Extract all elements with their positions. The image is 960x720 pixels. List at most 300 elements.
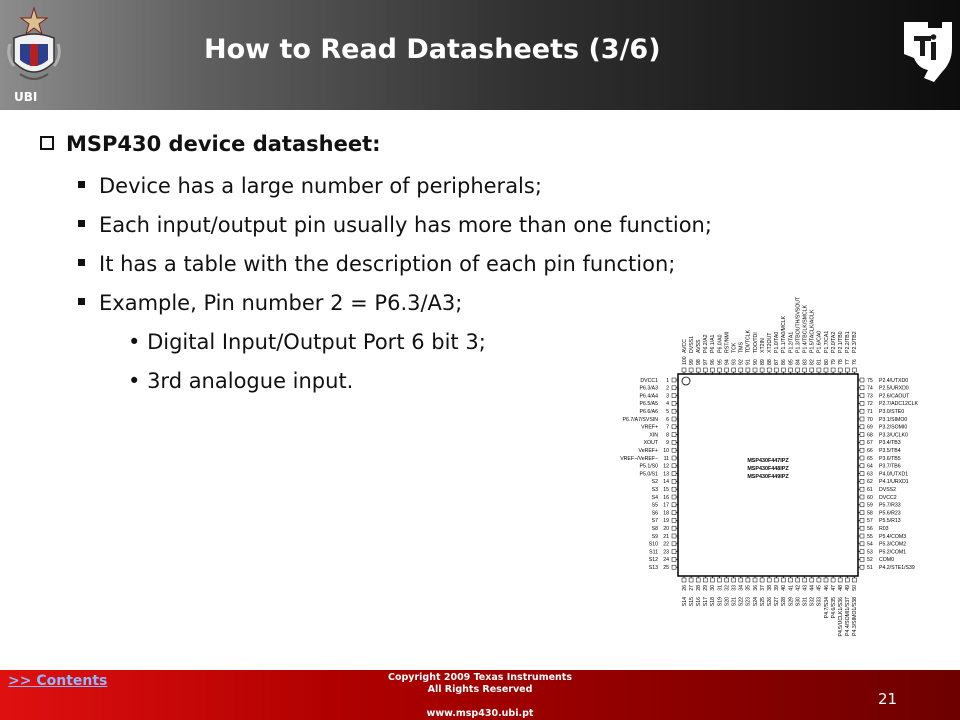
- pin-label: S31: [802, 597, 809, 607]
- pin-label: S6: [651, 510, 658, 517]
- pin-number: 97: [703, 359, 710, 365]
- pin-number: 77: [845, 359, 852, 365]
- checkbox-bullet-icon: [40, 136, 54, 150]
- pin-label: P6.1/A1: [710, 334, 717, 353]
- slide-footer: [0, 670, 960, 720]
- pin-pad: [774, 368, 778, 372]
- pin-label: P3.1/SIMO0: [879, 416, 908, 423]
- dot-bullet-icon: •: [128, 369, 148, 393]
- pin-number: 21: [663, 533, 669, 540]
- pin-pad: [860, 503, 864, 507]
- pin-pad: [860, 495, 864, 499]
- website-url: www.msp430.ubi.pt: [426, 708, 534, 719]
- pin-pad: [672, 401, 676, 405]
- pin-number: 82: [809, 359, 816, 365]
- pin-pad: [845, 368, 849, 372]
- sub-bullet-item: [128, 330, 486, 354]
- pin-pad: [746, 578, 750, 582]
- pin-label: DVCC1: [640, 377, 658, 384]
- pin-label: P4.2/STE1/S39: [879, 565, 915, 571]
- pin-pad: [817, 368, 821, 372]
- pin-pad: [672, 479, 676, 483]
- pin-pad: [672, 487, 676, 491]
- pin-label: P3.6/TB5: [879, 455, 901, 462]
- bullet-text: Device has a large number of peripherals;: [99, 174, 542, 198]
- pin-pad: [696, 578, 700, 582]
- square-bullet-icon: [78, 259, 85, 266]
- pin-number: 34: [738, 585, 745, 591]
- pin-number: 68: [867, 432, 873, 439]
- pin-number: 41: [788, 585, 795, 591]
- bullet-item: [78, 252, 675, 276]
- pin-pad: [718, 368, 722, 372]
- pin-number: 55: [867, 533, 873, 540]
- pin-label: S9: [651, 533, 658, 540]
- pin-pad: [753, 578, 757, 582]
- pin-number: 31: [717, 585, 724, 591]
- part-number-label: MSP430F448IPZ: [747, 466, 789, 472]
- pin-number: 45: [816, 585, 823, 591]
- pin-number: 83: [802, 359, 809, 365]
- pin-label: P5.1/S0: [639, 463, 658, 470]
- pin-number: 61: [867, 487, 873, 493]
- pin-number: 62: [867, 479, 873, 486]
- pin-label: S15: [688, 597, 695, 607]
- university-crest-icon: [6, 4, 62, 90]
- pin-number: 26: [681, 585, 688, 591]
- pin-label: P2.2/TB1: [845, 331, 852, 353]
- pin-label: TCK: [731, 342, 738, 353]
- pin-number: 3: [666, 393, 669, 400]
- pin-label: P5.6/R23: [879, 510, 901, 517]
- square-bullet-icon: [78, 181, 85, 188]
- pin-number: 36: [752, 585, 759, 591]
- pin-number: 2: [666, 385, 669, 392]
- sub-bullet-text: 3rd analogue input.: [147, 369, 354, 393]
- pin-number: 84: [795, 359, 802, 365]
- pin-label: S18: [710, 597, 717, 607]
- pin-number: 46: [823, 585, 830, 591]
- pin-pad: [781, 368, 785, 372]
- pin-number: 28: [696, 585, 702, 591]
- pin-pad: [696, 368, 700, 372]
- pin-label: P5.5/R13: [879, 518, 901, 525]
- pin-label: S25: [759, 597, 766, 607]
- pin-number: 85: [788, 359, 795, 365]
- pin-pad: [767, 368, 771, 372]
- pin-number: 58: [867, 510, 873, 517]
- pin-label: P1.7/CA1: [823, 330, 830, 353]
- pin-pad: [672, 378, 676, 382]
- pin-pad: [672, 518, 676, 522]
- pin-number: 5: [666, 409, 669, 415]
- pin-number: 89: [759, 359, 766, 365]
- pin-label: P6.0/A0: [717, 334, 724, 353]
- pin-label: S33: [816, 597, 823, 607]
- pin-number: 48: [838, 585, 844, 591]
- pin-pad: [710, 368, 714, 372]
- pin-label: P6.6/A6: [639, 409, 658, 415]
- pin-number: 94: [724, 359, 731, 365]
- pin-pad: [789, 368, 793, 372]
- pin-pad: [860, 401, 864, 405]
- pin-label: TDI/TCLK: [745, 329, 752, 353]
- pin-label: S7: [651, 518, 658, 525]
- pin-pad: [860, 448, 864, 452]
- pin-label: P2.1/TB0: [838, 331, 844, 353]
- pin-label: COM0: [879, 557, 894, 564]
- pin-number: 7: [666, 424, 669, 431]
- pin-pad: [824, 368, 828, 372]
- pin-number: 69: [867, 424, 873, 431]
- pin-number: 30: [710, 585, 717, 591]
- bullet-text: Example, Pin number 2 = P6.3/A3;: [99, 291, 463, 315]
- pin-pad: [725, 368, 729, 372]
- pin-label: DVSS1: [688, 335, 695, 353]
- pin-label: P4.5/UCLK1/S36: [838, 597, 844, 637]
- pin-pad: [838, 578, 842, 582]
- pin-label: S27: [774, 597, 781, 607]
- page-number: 21: [878, 690, 898, 708]
- pin-label: S17: [703, 597, 710, 607]
- pin-pad: [781, 578, 785, 582]
- pin-number: 35: [745, 585, 752, 591]
- pin-label: S20: [724, 597, 731, 607]
- bullet-item: [78, 291, 462, 315]
- pin-number: 49: [845, 585, 852, 591]
- pin-label: P1.4/TBCLK/SMCLK: [802, 304, 809, 353]
- pin-label: P3.4/TB3: [879, 440, 901, 447]
- pin-label: P2.0/TA2: [830, 331, 837, 353]
- bullet-item: [78, 174, 542, 198]
- heading-text: MSP430 device datasheet:: [66, 132, 381, 156]
- pin-pad: [860, 378, 864, 382]
- part-number-label: MSP430F447IPZ: [747, 458, 789, 464]
- pin-number: 19: [663, 518, 669, 525]
- pin-label: DVSS2: [879, 487, 897, 493]
- pin-number: 54: [867, 541, 873, 548]
- texas-instruments-logo-icon: [898, 18, 958, 86]
- pin-label: XT2IN: [759, 338, 766, 353]
- pin-label: P3.3/UCLK0: [879, 432, 908, 439]
- part-number-label: MSP430F449IPZ: [747, 474, 789, 480]
- pin-pad: [672, 557, 676, 561]
- square-bullet-icon: [78, 298, 85, 305]
- pin-number: 81: [816, 359, 823, 365]
- pin-label: P1.0/TA0: [774, 331, 781, 353]
- pin-label: P6.3/A3: [639, 385, 658, 392]
- pin-label: S19: [717, 597, 724, 607]
- dot-bullet-icon: •: [128, 330, 148, 354]
- pin-number: 11: [663, 455, 669, 462]
- pin-label: S5: [651, 502, 658, 509]
- pin-pad: [739, 368, 743, 372]
- pin-number: 9: [666, 440, 669, 447]
- pin-pad: [710, 578, 714, 582]
- pin-number: 4: [666, 401, 669, 408]
- pin-number: 52: [867, 557, 873, 564]
- pin-number: 56: [867, 526, 873, 532]
- pin-pad: [672, 542, 676, 546]
- pin-number: 60: [867, 494, 873, 501]
- pin-pad: [753, 368, 757, 372]
- pin-number: 74: [867, 385, 873, 392]
- pin-pad: [672, 394, 676, 398]
- pin-label: P6.4/A4: [639, 393, 658, 400]
- pin-number: 6: [666, 416, 669, 423]
- pin-pad: [860, 456, 864, 460]
- pin-pad: [672, 409, 676, 413]
- pin-number: 95: [717, 359, 724, 365]
- pin-pad: [760, 578, 764, 582]
- pin-number: 15: [663, 487, 669, 493]
- pin-number: 44: [809, 585, 816, 591]
- pin-pad: [860, 542, 864, 546]
- pin-label: P4.0/UTXD1: [879, 471, 909, 478]
- pin-pad: [860, 557, 864, 561]
- pin-pad: [860, 479, 864, 483]
- pin-label: S28: [781, 597, 788, 607]
- pin-pad: [860, 472, 864, 476]
- pin-number: 64: [867, 463, 873, 470]
- pin-pad: [796, 368, 800, 372]
- pin-label: S24: [752, 597, 759, 607]
- pin-number: 80: [823, 359, 830, 365]
- pin-number: 13: [663, 471, 669, 478]
- pin-number: 67: [867, 440, 873, 447]
- pin-pad: [860, 386, 864, 390]
- pin-pad: [689, 368, 693, 372]
- pin-pad: [703, 368, 707, 372]
- pin-label: P1.2/TA1: [788, 331, 795, 353]
- pin-number: 37: [759, 585, 766, 591]
- pin-label: P2.4/UTXD0: [879, 377, 909, 384]
- pin-number: 72: [867, 401, 873, 408]
- pin-pad: [732, 578, 736, 582]
- pin-number: 14: [663, 479, 669, 486]
- pin-pad: [852, 578, 856, 582]
- pin-label: P5.7/R33: [879, 502, 901, 509]
- pin-label: XOUT: [643, 440, 658, 447]
- pin-number: 23: [663, 549, 669, 556]
- pin-label: RST/NMI: [724, 331, 731, 353]
- pin-pad: [672, 425, 676, 429]
- pin-number: 22: [663, 541, 669, 548]
- bullet-text: Each input/output pin usually has more than one function;: [99, 213, 712, 237]
- pin-number: 47: [830, 585, 837, 591]
- pin-pad: [860, 511, 864, 515]
- pin-number: 57: [867, 518, 873, 525]
- pin-number: 78: [838, 359, 844, 365]
- pin-pad: [672, 433, 676, 437]
- pin-number: 99: [688, 359, 695, 365]
- pin-label: P2.7/ADC12CLK: [879, 401, 918, 408]
- pin-number: 59: [867, 502, 873, 509]
- pin-number: 29: [703, 585, 710, 591]
- pin-label: P4.6/S35: [830, 597, 837, 619]
- pin-pad: [860, 534, 864, 538]
- pin-number: 87: [774, 359, 781, 365]
- pin-number: 38: [767, 585, 773, 591]
- copyright-notice: [330, 672, 630, 696]
- pin-number: 12: [663, 463, 669, 470]
- pin-label: TMS: [738, 342, 745, 353]
- pin-pad: [672, 472, 676, 476]
- pin-label: S16: [696, 597, 702, 607]
- pin-label: P4.1/URXD1: [879, 479, 909, 486]
- pin-pad: [732, 368, 736, 372]
- pin-number: 50: [852, 585, 859, 591]
- pin-number: 39: [774, 585, 781, 591]
- pin-label: S14: [681, 597, 688, 607]
- pin-pad: [860, 425, 864, 429]
- pin-pad: [718, 578, 722, 582]
- pin-pad: [860, 417, 864, 421]
- pin-pad: [860, 518, 864, 522]
- pin-pad: [810, 578, 814, 582]
- pin-label: P4.7/S34: [823, 597, 830, 619]
- pin-label: P6.5/A5: [639, 401, 658, 408]
- pin-pad: [672, 503, 676, 507]
- pin-pad: [824, 578, 828, 582]
- slide-header: [0, 0, 960, 110]
- pin-pad: [831, 578, 835, 582]
- pin-number: 16: [663, 494, 669, 501]
- pin-label: S23: [745, 597, 752, 607]
- pin-pad: [689, 578, 693, 582]
- pin-number: 90: [752, 359, 759, 365]
- pin-label: P1.3/TBOUTH/SVSOUT: [795, 296, 802, 353]
- pin-label: VREF+: [641, 424, 658, 431]
- pin-label: S29: [788, 597, 795, 607]
- pin-label: S32: [809, 597, 816, 607]
- pin-number: 24: [663, 557, 669, 564]
- pin-number: 8: [666, 432, 669, 439]
- pin-number: 42: [795, 585, 802, 591]
- pin-number: 51: [867, 565, 873, 571]
- pin-label: S21: [731, 597, 738, 607]
- pin-pad: [672, 417, 676, 421]
- pin-label: AVSS: [696, 339, 702, 353]
- pin-pad: [803, 368, 807, 372]
- pin-pad: [672, 565, 676, 569]
- pin-number: 75: [867, 377, 873, 384]
- pin-label: XIN: [649, 432, 658, 439]
- pin-pad: [860, 464, 864, 468]
- pin-label: P6.7/A7/SVSIN: [622, 416, 658, 423]
- pin-label: P2.6/CAOUT: [879, 393, 910, 400]
- pin-label: P2.5/URXD0: [879, 385, 909, 392]
- pin-label: AVCC: [681, 338, 688, 353]
- pin-pad: [672, 511, 676, 515]
- pin-label: P2.3/TB2: [852, 331, 859, 353]
- pin-label: S4: [651, 494, 658, 501]
- slide-title: How to Read Datasheets (3/6): [204, 34, 661, 65]
- pin-label: DVCC2: [879, 494, 897, 501]
- pin-number: 20: [663, 526, 669, 532]
- pin-number: 25: [663, 565, 669, 571]
- pin-number: 33: [731, 585, 738, 591]
- pin-label: S11: [649, 549, 658, 556]
- pin-number: 1: [666, 377, 669, 384]
- pin-pad: [845, 578, 849, 582]
- pin-pad: [672, 456, 676, 460]
- pin-label: P1.6/CA0: [816, 330, 823, 353]
- pin-label: P1.5/TACLK/ACLK: [809, 309, 816, 353]
- pin-number: 32: [724, 585, 731, 591]
- pin-label: S26: [767, 597, 773, 607]
- pin-pad: [725, 578, 729, 582]
- pin-pad: [860, 526, 864, 530]
- pin-label: P4.3/SIMO1/S38: [852, 597, 859, 636]
- pin-label: P6.2/A2: [703, 334, 710, 353]
- bullet-text: It has a table with the description of each pin function;: [99, 252, 676, 276]
- pin-pad: [703, 578, 707, 582]
- pin-label: S12: [648, 557, 658, 564]
- pin-label: TDO/TDI: [752, 332, 759, 353]
- pin-number: 63: [867, 471, 873, 478]
- pin-label: P3.5/TB4: [879, 448, 901, 454]
- pin-pad: [860, 433, 864, 437]
- pin-pad: [739, 578, 743, 582]
- pin-label: R03: [879, 526, 889, 532]
- pin-label: P5.2/COM1: [879, 549, 907, 556]
- pin-pad: [860, 487, 864, 491]
- pin-label: S3: [651, 487, 658, 493]
- pin-number: 65: [867, 455, 873, 462]
- copyright-line: Copyright 2009 Texas Instruments: [388, 672, 572, 683]
- sub-bullet-item: [128, 369, 353, 393]
- pin-pad: [672, 495, 676, 499]
- pin-label: S13: [648, 565, 658, 571]
- pin-number: 98: [696, 359, 702, 365]
- pin-label: VREF−/VeREF−: [620, 455, 658, 462]
- pin-number: 88: [767, 359, 773, 365]
- pin-pad: [672, 526, 676, 530]
- msp430-pinout-diagram: [596, 296, 956, 637]
- pin-pad: [838, 368, 842, 372]
- square-bullet-icon: [78, 220, 85, 227]
- pin-number: 93: [731, 359, 738, 365]
- pin-pad: [860, 409, 864, 413]
- pin-number: 79: [830, 359, 837, 365]
- section-heading: [40, 132, 381, 156]
- pin-label: P3.2/SOMI0: [879, 424, 908, 431]
- sub-bullet-text: Digital Input/Output Port 6 bit 3;: [147, 330, 486, 354]
- pin-label: S22: [738, 597, 745, 607]
- pin-number: 40: [781, 585, 788, 591]
- pin-pad: [860, 440, 864, 444]
- pin-pad: [774, 578, 778, 582]
- pin-label: P4.4/SOMI1/S37: [845, 597, 852, 636]
- pin-number: 91: [745, 359, 752, 365]
- pin-pad: [810, 368, 814, 372]
- pin-pad: [760, 368, 764, 372]
- pin-label: S10: [648, 541, 658, 548]
- pin-label: XT2OUT: [767, 332, 773, 353]
- pin-pad: [796, 578, 800, 582]
- contents-link[interactable]: >> Contents: [8, 673, 108, 689]
- pin-number: 70: [867, 416, 873, 423]
- pin-pad: [860, 394, 864, 398]
- pin-pad: [672, 440, 676, 444]
- bullet-item: [78, 213, 712, 237]
- pin-number: 96: [710, 359, 717, 365]
- pin-pad: [672, 464, 676, 468]
- pin-number: 17: [663, 502, 669, 509]
- pin-number: 10: [663, 448, 669, 454]
- pin-number: 73: [867, 393, 873, 400]
